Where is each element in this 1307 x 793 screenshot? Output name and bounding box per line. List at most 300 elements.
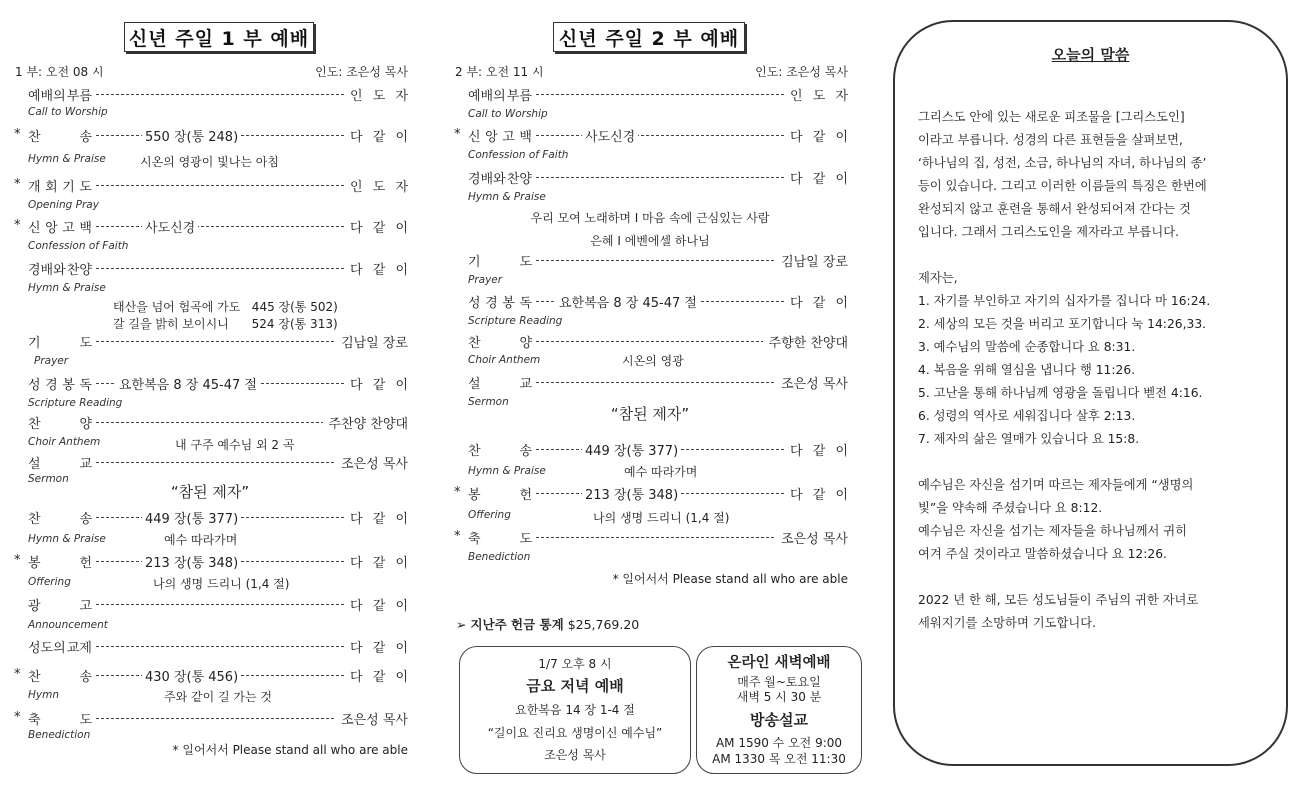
order-item-english: Hymn & Praise: [28, 533, 106, 545]
spaced-char: 봉: [468, 488, 481, 502]
dotted-leader: [96, 226, 344, 227]
order-item-15: [12, 709, 408, 727]
order-item-leader: [344, 666, 408, 684]
order-item-leader: 조은성 목사: [775, 373, 848, 391]
stand-marker: *: [14, 177, 21, 192]
order-item-name: [468, 332, 534, 350]
order-item-name: [28, 413, 94, 431]
friday-date: 1/7 오후 8 시: [538, 657, 612, 671]
spaced-char: 찬: [468, 444, 481, 458]
offering-stats-amount: $25,769.20: [567, 617, 640, 632]
spaced-char: 다: [350, 556, 363, 570]
word-line: 제자는,: [918, 271, 958, 285]
spaced-char: 이: [395, 556, 408, 570]
online-days: 매주 월~토요일: [737, 675, 821, 689]
todays-word-panel: [893, 20, 1288, 766]
word-line: 입니다. 그래서 그리스도인을 제자라고 부릅니다.: [918, 225, 1180, 239]
spaced-char: 백: [79, 221, 92, 235]
service2-sermon-title: “참된 제자”: [610, 405, 690, 423]
spaced-char: 도: [372, 180, 386, 194]
spaced-char: 같: [812, 488, 826, 502]
spaced-char: 다: [790, 172, 803, 186]
order-item-7: [452, 373, 848, 391]
order-item-name: [468, 373, 534, 391]
order-item-name: [28, 217, 94, 235]
order-item-name: [468, 85, 534, 103]
order-item-name: [468, 440, 534, 458]
spaced-char: 봉: [502, 296, 515, 310]
spaced-char: 기: [28, 336, 41, 350]
spaced-char: 송: [79, 512, 92, 526]
spaced-char: 이: [395, 512, 408, 526]
spaced-char: 같: [812, 296, 826, 310]
order-item-english: Announcement: [28, 619, 108, 631]
spaced-char: 축: [468, 532, 481, 546]
word-line: 세워지기를 소망하며 기도합니다.: [918, 616, 1097, 630]
spaced-char: 다: [350, 263, 363, 277]
order-item-english: Opening Pray: [28, 199, 99, 211]
spaced-char: 이: [835, 444, 848, 458]
order-item-leader: [344, 552, 408, 570]
spaced-char: 송: [519, 444, 532, 458]
order-item-english: Choir Anthem: [468, 354, 541, 366]
stand-marker: *: [14, 710, 21, 725]
spaced-char: 독: [519, 296, 532, 310]
spaced-char: 신: [28, 221, 41, 235]
dotted-leader: [96, 604, 344, 605]
hymn-title: 시온의 영광: [622, 354, 684, 368]
spaced-char: 회: [45, 180, 58, 194]
order-item-2: [452, 126, 848, 144]
hymn-title: 시온의 영광이 빛나는 아침: [140, 155, 279, 169]
dotted-leader: [536, 135, 784, 136]
spaced-char: 찬: [28, 130, 41, 144]
spaced-char: 도: [79, 180, 92, 194]
online-broadcast: 방송설교: [750, 711, 808, 729]
order-item-leader: [344, 637, 408, 655]
order-item-leader: 조은성 목사: [335, 453, 408, 471]
spaced-char: 경: [45, 378, 58, 392]
order-item-name: [468, 251, 534, 269]
service1-leader: 인도: 조은성 목사: [315, 65, 408, 79]
stand-marker: *: [14, 127, 21, 142]
spaced-char: 이: [395, 221, 408, 235]
hymn-title: 나의 생명 드리니 (1,4 절): [593, 511, 730, 525]
word-line: 2022 년 한 해, 모든 성도님들이 주님의 귀한 자녀로: [918, 593, 1199, 607]
online-am2: AM 1330 목 오전 11:30: [712, 752, 846, 766]
order-item-detail: 213 장(통 348): [582, 484, 681, 502]
spaced-char: 같: [372, 599, 386, 613]
order-item-name: [28, 595, 94, 613]
dotted-leader: [96, 185, 344, 186]
stand-marker: *: [14, 218, 21, 233]
spaced-char: 찬양: [66, 263, 92, 277]
friday-service-box: [459, 646, 691, 774]
order-item-12: [12, 595, 408, 613]
spaced-char: 찬: [468, 336, 481, 350]
spaced-char: 도: [79, 713, 92, 727]
spaced-char: 다: [350, 378, 363, 392]
order-item-leader: [344, 126, 408, 144]
spaced-char: 이: [835, 130, 848, 144]
spaced-char: 다: [350, 512, 363, 526]
order-item-english: Hymn & Praise: [28, 282, 106, 294]
order-item-detail: 요한복음 8 장 45-47 절: [116, 374, 260, 392]
order-item-8: [12, 413, 408, 431]
spaced-char: 같: [372, 378, 386, 392]
spaced-char: 고: [62, 221, 75, 235]
order-item-leader: [344, 595, 408, 613]
todays-word-heading: 오늘의 말씀: [1051, 46, 1130, 64]
word-line: 여겨 주실 것이라고 말씀하셨습니다 요 12:26.: [918, 547, 1167, 561]
online-am1: AM 1590 수 오전 9:00: [715, 736, 843, 750]
spaced-char: 교제: [66, 641, 92, 655]
spaced-char: 이: [835, 296, 848, 310]
spaced-char: 같: [372, 641, 386, 655]
dotted-leader: [536, 341, 784, 342]
friday-preacher: 조은성 목사: [544, 748, 606, 762]
order-item-name: [28, 85, 94, 103]
spaced-char: 같: [372, 130, 386, 144]
word-line: 예수님은 자신을 섬기는 제자들을 하나님께서 귀히: [918, 524, 1187, 538]
stand-marker: *: [454, 127, 461, 142]
word-line: 4. 복음을 위해 열심을 냅니다 행 11:26.: [918, 363, 1136, 377]
order-item-leader: [784, 440, 848, 458]
spaced-char: 다: [790, 444, 803, 458]
order-item-10: [452, 528, 848, 546]
spaced-char: 다: [350, 221, 363, 235]
spaced-char: 양: [519, 336, 532, 350]
order-item-10: [12, 508, 408, 526]
spaced-char: 설: [468, 377, 481, 391]
order-item-leader: [784, 85, 848, 103]
order-item-english: Scripture Reading: [28, 397, 123, 409]
spaced-char: 도: [519, 255, 532, 269]
stand-marker: *: [454, 485, 461, 500]
word-line: 등이 있습니다. 그리고 이러한 이름들의 특징은 한번에: [918, 179, 1207, 193]
spaced-char: 송: [79, 670, 92, 684]
order-item-name: [28, 374, 94, 392]
spaced-char: 도: [519, 532, 532, 546]
order-item-1: [12, 85, 408, 103]
spaced-char: 인: [350, 89, 363, 103]
stand-marker: *: [14, 667, 21, 682]
spaced-char: 성: [28, 378, 41, 392]
spaced-char: 이: [395, 641, 408, 655]
word-line: 5. 고난을 통해 하나님께 영광을 돌립니다 벧전 4:16.: [918, 386, 1203, 400]
order-item-english: Benediction: [468, 551, 531, 563]
spaced-char: 개: [28, 180, 41, 194]
order-item-leader: [344, 508, 408, 526]
order-item-1: [452, 85, 848, 103]
spaced-char: 인: [790, 89, 803, 103]
spaced-char: 다: [350, 130, 363, 144]
order-item-2: [12, 126, 408, 144]
spaced-char: 백: [519, 130, 532, 144]
spaced-char: 다: [350, 670, 363, 684]
order-item-4: [452, 251, 848, 269]
spaced-char: 같: [372, 221, 386, 235]
order-item-detail: 사도신경: [582, 126, 638, 144]
spaced-char: 축: [28, 713, 41, 727]
word-line: 그리스도 안에 있는 새로운 피조물을 [그리스도인]: [918, 110, 1185, 124]
order-item-5: [12, 259, 408, 277]
service2-time: 2 부: 오전 11 시: [455, 65, 544, 79]
spaced-char: 도: [79, 336, 92, 350]
order-item-name: [28, 666, 94, 684]
spaced-char: 신: [468, 130, 481, 144]
order-item-leader: [344, 374, 408, 392]
order-item-3: [12, 176, 408, 194]
spaced-char: 이: [395, 599, 408, 613]
spaced-char: 교: [519, 377, 532, 391]
dotted-leader: [536, 177, 784, 178]
order-item-english: Sermon: [468, 396, 509, 408]
order-item-7: [12, 374, 408, 392]
spaced-char: 자: [395, 180, 408, 194]
service1-time: 1 부: 오전 08 시: [15, 65, 104, 79]
spaced-char: 자: [395, 89, 408, 103]
word-line: 예수님은 자신을 섬기며 따르는 제자들에게 “생명의: [918, 478, 1194, 492]
order-item-english: Hymn & Praise: [468, 465, 546, 477]
order-item-name: [468, 292, 534, 310]
word-line: 6. 성령의 역사로 세워집니다 살후 2:13.: [918, 409, 1136, 423]
spaced-char: 같: [372, 263, 386, 277]
order-item-name: [468, 168, 534, 186]
order-item-name: [468, 126, 534, 144]
order-item-name: [468, 528, 534, 546]
dotted-leader: [96, 462, 344, 463]
order-item-detail: 550 장(통 248): [142, 126, 241, 144]
word-line: 7. 제자의 삶은 열매가 있습니다 요 15:8.: [918, 432, 1140, 446]
order-item-english: Scripture Reading: [468, 315, 563, 327]
spaced-char: 독: [79, 378, 92, 392]
order-item-name: [28, 709, 94, 727]
spaced-char: 부름: [506, 89, 532, 103]
spaced-char: 같: [372, 670, 386, 684]
spaced-char: 다: [790, 488, 803, 502]
spaced-char: 부름: [66, 89, 92, 103]
dotted-leader: [536, 260, 784, 261]
order-item-14: [12, 666, 408, 684]
spaced-char: 자: [835, 89, 848, 103]
order-item-english: Call to Worship: [468, 108, 548, 120]
spaced-char: 이: [835, 488, 848, 502]
spaced-char: 봉: [28, 556, 41, 570]
order-item-detail: 449 장(통 377): [582, 440, 681, 458]
order-item-leader: [344, 217, 408, 235]
spaced-char: 이: [395, 263, 408, 277]
order-item-detail: 430 장(통 456): [142, 666, 241, 684]
spaced-char: 다: [790, 130, 803, 144]
hymn-line-1: 태산을 넘어 험곡에 가도 445 장(통 502): [113, 300, 338, 314]
spaced-char: 기: [62, 180, 75, 194]
service1-meta: [15, 63, 408, 80]
spaced-char: 광: [28, 599, 41, 613]
order-item-leader: [784, 484, 848, 502]
spaced-char: 같: [812, 172, 826, 186]
order-item-name: [28, 508, 94, 526]
spaced-char: 양: [79, 417, 92, 431]
dotted-leader: [536, 94, 784, 95]
dotted-leader: [96, 341, 344, 342]
dotted-leader: [536, 382, 784, 383]
dotted-leader: [96, 422, 344, 423]
order-item-13: [12, 637, 408, 655]
service2-meta: [455, 63, 848, 80]
dotted-leader: [96, 268, 344, 269]
order-item-leader: 조은성 목사: [775, 528, 848, 546]
word-line: 3. 예수님의 말씀에 순종합니다 요 8:31.: [918, 340, 1136, 354]
spaced-char: 같: [372, 556, 386, 570]
hymn-title: 예수 따라가며: [624, 465, 698, 479]
hymn-line-1: 우리 모여 노래하며 I 마음 속에 근심있는 사람: [530, 211, 770, 225]
order-item-leader: [344, 85, 408, 103]
spaced-char: 봉: [62, 378, 75, 392]
offering-stats-label: 지난주 헌금 통계: [470, 617, 564, 632]
spaced-char: 경: [485, 296, 498, 310]
order-item-9: [452, 484, 848, 502]
word-line: ‘하나님의 집, 성전, 소금, 하나님의 자녀, 하나님의 종’: [918, 156, 1207, 170]
spaced-char: 송: [79, 130, 92, 144]
spaced-char: 다: [350, 641, 363, 655]
order-item-english: Hymn & Praise: [28, 153, 106, 165]
dotted-leader: [536, 537, 784, 538]
hymn-title: 내 구주 예수님 외 2 곡: [175, 438, 295, 452]
order-item-leader: 조은성 목사: [335, 709, 408, 727]
order-item-leader: [344, 176, 408, 194]
order-item-english: Confession of Faith: [28, 240, 129, 252]
friday-sermon: “길이요 진리요 생명이신 예수님”: [487, 726, 663, 740]
order-item-leader: [784, 168, 848, 186]
order-item-name: [28, 453, 94, 471]
hymn-line-2: 은혜 I 에벤에셀 하나님: [590, 234, 710, 248]
word-line: 빛”을 약속해 주셨습니다 요 8:12.: [918, 501, 1103, 515]
order-item-name: [28, 332, 94, 350]
spaced-char: 교: [79, 457, 92, 471]
service2-leader: 인도: 조은성 목사: [755, 65, 848, 79]
spaced-char: 경배와: [468, 172, 506, 186]
order-item-leader: [784, 292, 848, 310]
word-line: 2. 세상의 모든 것을 버리고 포기합니다 눅 14:26,33.: [918, 317, 1207, 331]
order-item-english: Prayer: [468, 274, 503, 286]
spaced-char: 기: [468, 255, 481, 269]
spaced-char: 이: [835, 172, 848, 186]
spaced-char: 찬: [28, 512, 41, 526]
stand-marker: *: [454, 529, 461, 544]
spaced-char: 예배의: [28, 89, 66, 103]
order-item-4: [12, 217, 408, 235]
spaced-char: 다: [790, 296, 803, 310]
spaced-char: 도: [372, 89, 386, 103]
order-item-6: [452, 332, 848, 350]
order-item-english: Benediction: [28, 729, 91, 741]
order-item-english: Sermon: [28, 473, 69, 485]
service1-stand-note: * 일어서서 Please stand all who are able: [172, 743, 408, 757]
spaced-char: 다: [350, 599, 363, 613]
service2-title: 신년 주일 2 부 예배: [553, 22, 745, 52]
hymn-title: 주와 같이 길 가는 것: [164, 690, 272, 704]
spaced-char: 이: [395, 378, 408, 392]
word-line: 이라고 부릅니다. 성경의 다른 표현들을 살펴보면,: [918, 133, 1183, 147]
word-line: 완성되지 않고 훈련을 통해서 완성되어져 간다는 것: [918, 202, 1191, 216]
order-item-name: [28, 126, 94, 144]
order-item-6: [12, 332, 408, 350]
friday-scripture: 요한복음 14 장 1-4 절: [515, 703, 635, 717]
order-item-english: Offering: [468, 509, 511, 521]
order-item-leader: 주찬양 찬양대: [323, 413, 408, 431]
hymn-title: 나의 생명 드리니 (1,4 절): [153, 577, 290, 591]
arrow-icon: ➢: [456, 617, 467, 632]
spaced-char: 찬: [28, 670, 41, 684]
spaced-char: 성: [468, 296, 481, 310]
order-item-leader: [784, 126, 848, 144]
order-item-english: Confession of Faith: [468, 149, 569, 161]
spaced-char: 앙: [45, 221, 58, 235]
order-item-english: Hymn: [28, 689, 59, 701]
service1-sermon-title: “참된 제자”: [170, 483, 250, 501]
order-item-english: Hymn & Praise: [468, 191, 546, 203]
online-time: 새벽 5 시 30 분: [736, 690, 822, 704]
order-item-leader: 김남일 장로: [775, 251, 848, 269]
order-item-3: [452, 168, 848, 186]
spaced-char: 설: [28, 457, 41, 471]
online-dawn-box: [696, 646, 862, 774]
order-item-9: [12, 453, 408, 471]
spaced-char: 찬: [28, 417, 41, 431]
spaced-char: 같: [372, 512, 386, 526]
friday-title: 금요 저녁 예배: [526, 677, 624, 695]
order-item-english: Offering: [28, 576, 71, 588]
spaced-char: 도: [812, 89, 826, 103]
spaced-char: 이: [395, 130, 408, 144]
order-item-8: [452, 440, 848, 458]
dotted-leader: [96, 718, 344, 719]
hymn-line-2: 갈 길을 밝히 보이시니 524 장(통 313): [113, 317, 338, 331]
spaced-char: 인: [350, 180, 363, 194]
spaced-char: 예배의: [468, 89, 506, 103]
spaced-char: 경배와: [28, 263, 66, 277]
spaced-char: 같: [812, 130, 826, 144]
order-item-leader: [344, 259, 408, 277]
order-item-name: [28, 176, 94, 194]
hymn-title: 예수 따라가며: [164, 533, 238, 547]
service1-title: 신년 주일 1 부 예배: [124, 22, 314, 52]
order-item-5: [452, 292, 848, 310]
order-item-name: [28, 552, 94, 570]
order-item-leader: 김남일 장로: [335, 332, 408, 350]
spaced-char: 고: [502, 130, 515, 144]
spaced-char: 헌: [519, 488, 532, 502]
order-item-detail: 사도신경: [142, 217, 198, 235]
order-item-detail: 213 장(통 348): [142, 552, 241, 570]
spaced-char: 앙: [485, 130, 498, 144]
order-item-english: Prayer: [34, 355, 69, 367]
order-item-leader: 주향한 찬양대: [763, 332, 848, 350]
order-item-name: [468, 484, 534, 502]
order-item-11: [12, 552, 408, 570]
spaced-char: 같: [812, 444, 826, 458]
order-item-detail: 449 장(통 377): [142, 508, 241, 526]
online-title: 온라인 새벽예배: [727, 655, 831, 671]
spaced-char: 찬양: [506, 172, 532, 186]
offering-stats: [456, 615, 639, 633]
spaced-char: 성도의: [28, 641, 66, 655]
word-line: 1. 자기를 부인하고 자기의 십자가를 집니다 마 16:24.: [918, 294, 1211, 308]
spaced-char: 고: [79, 599, 92, 613]
spaced-char: 헌: [79, 556, 92, 570]
spaced-char: 이: [395, 670, 408, 684]
